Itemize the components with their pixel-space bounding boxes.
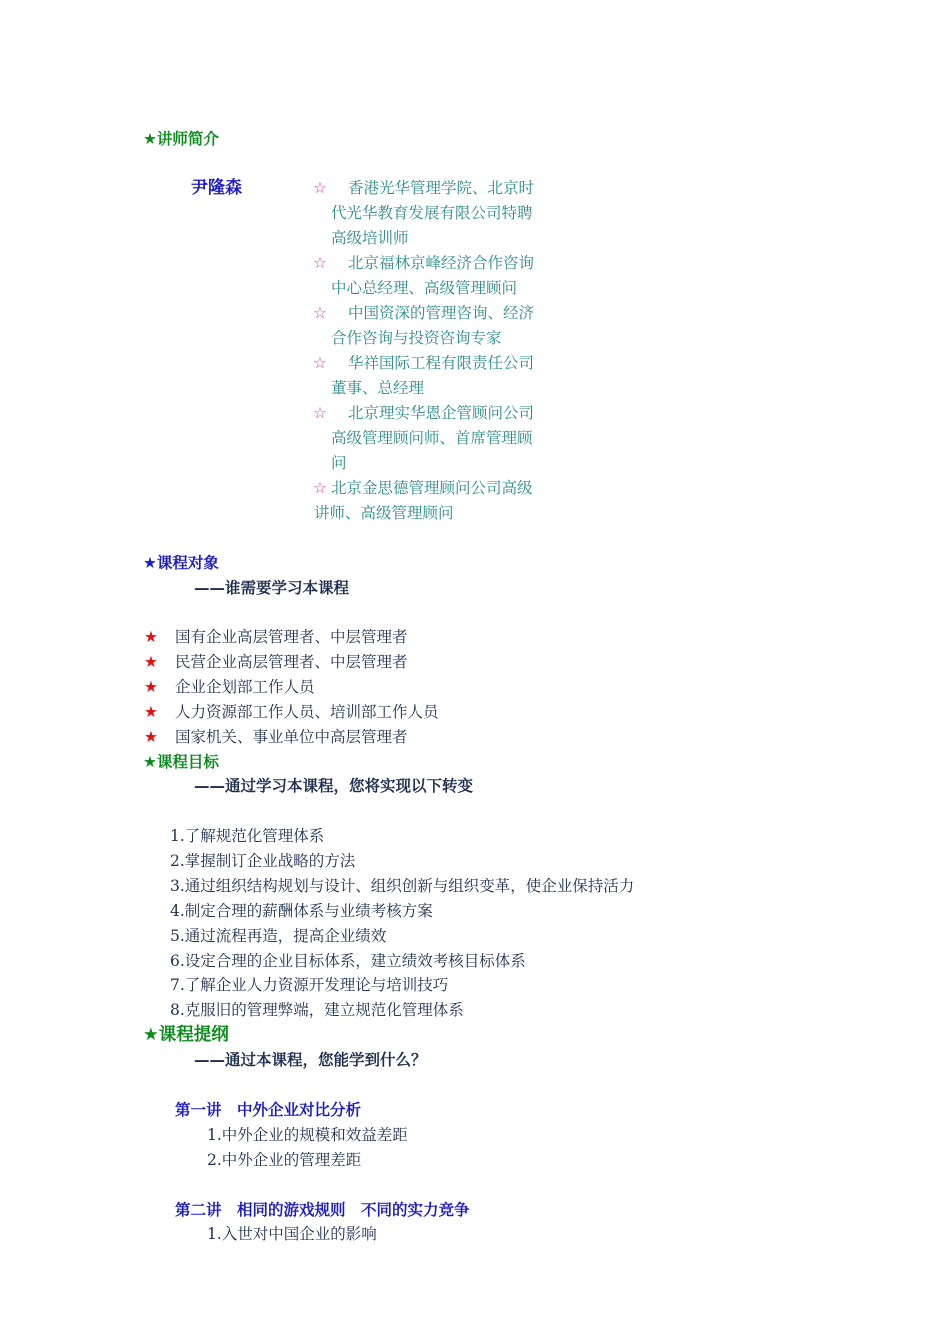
lecture-item: 2.中外企业的管理差距 <box>207 1151 362 1169</box>
instructor-name: 尹隆森 <box>191 178 242 198</box>
goals-subtitle: ——通过学习本课程，您将实现以下转变 <box>194 777 474 795</box>
goal-item: 5.通过流程再造，提高企业绩效 <box>170 927 387 945</box>
bio-line: 中国资深的管理咨询、经济 <box>348 304 535 322</box>
lecture-title: 第二讲 相同的游戏规则 不同的实力竞争 <box>175 1201 470 1219</box>
lecture-item: 1.中外企业的规模和效益差距 <box>207 1126 408 1144</box>
bio-line: 代光华教育发展有限公司特聘 <box>331 204 533 222</box>
bio-line: 中心总经理、高级管理顾问 <box>331 279 518 297</box>
bio-line: 北京理实华恩企管顾问公司 <box>348 404 535 422</box>
goal-item: 1.了解规范化管理体系 <box>170 827 325 845</box>
star-outline-icon: ☆ <box>313 254 327 272</box>
star-outline-icon: ☆ <box>313 354 327 372</box>
bio-line: 高级管理顾问师、首席管理顾 <box>331 429 533 447</box>
audience-subtitle: ——谁需要学习本课程 <box>194 579 350 597</box>
goal-item: 7.了解企业人力资源开发理论与培训技巧 <box>170 976 449 994</box>
audience-item: 国有企业高层管理者、中层管理者 <box>175 628 408 646</box>
goal-item: 6.设定合理的企业目标体系，建立绩效考核目标体系 <box>170 952 526 970</box>
bio-line: 北京福林京峰经济合作咨询 <box>348 254 535 272</box>
audience-item: 人力资源部工作人员、培训部工作人员 <box>175 703 439 721</box>
goals-heading: ★课程目标 <box>143 753 219 771</box>
goal-item: 3.通过组织结构规划与设计、组织创新与组织变革，使企业保持活力 <box>170 877 635 895</box>
goal-item: 4.制定合理的薪酬体系与业绩考核方案 <box>170 902 433 920</box>
red-star-icon: ★ <box>144 728 158 746</box>
audience-item: 企业企划部工作人员 <box>175 678 315 696</box>
audience-heading: ★课程对象 <box>143 554 219 572</box>
bio-line: 合作咨询与投资咨询专家 <box>331 329 502 347</box>
star-outline-icon: ☆ <box>313 179 327 197</box>
bio-line: 北京金思德管理顾问公司高级 <box>331 479 533 497</box>
red-star-icon: ★ <box>144 703 158 721</box>
audience-item: 国家机关、事业单位中高层管理者 <box>175 728 408 746</box>
lecture-item: 1.入世对中国企业的影响 <box>207 1225 377 1243</box>
bio-line: 董事、总经理 <box>331 379 425 397</box>
star-outline-icon: ☆ <box>313 304 327 322</box>
bio-line: 讲师、高级管理顾问 <box>314 504 454 522</box>
star-outline-icon: ☆ <box>313 404 327 422</box>
lecture-title: 第一讲 中外企业对比分析 <box>175 1101 362 1119</box>
red-star-icon: ★ <box>144 653 158 671</box>
bio-line: 华祥国际工程有限责任公司 <box>348 354 535 372</box>
bio-line: 问 <box>331 454 347 472</box>
audience-item: 民营企业高层管理者、中层管理者 <box>175 653 408 671</box>
bio-line: 香港光华管理学院、北京时 <box>348 179 535 197</box>
star-outline-icon: ☆ <box>313 479 327 497</box>
red-star-icon: ★ <box>144 628 158 646</box>
outline-heading: ★课程提纲 <box>143 1025 229 1045</box>
instructor-heading: ★讲师简介 <box>143 130 219 148</box>
goal-item: 2.掌握制订企业战略的方法 <box>170 852 356 870</box>
outline-subtitle: ——通过本课程，您能学到什么？ <box>194 1051 427 1069</box>
bio-line: 高级培训师 <box>331 229 409 247</box>
red-star-icon: ★ <box>144 678 158 696</box>
goal-item: 8.克服旧的管理弊端，建立规范化管理体系 <box>170 1001 464 1019</box>
